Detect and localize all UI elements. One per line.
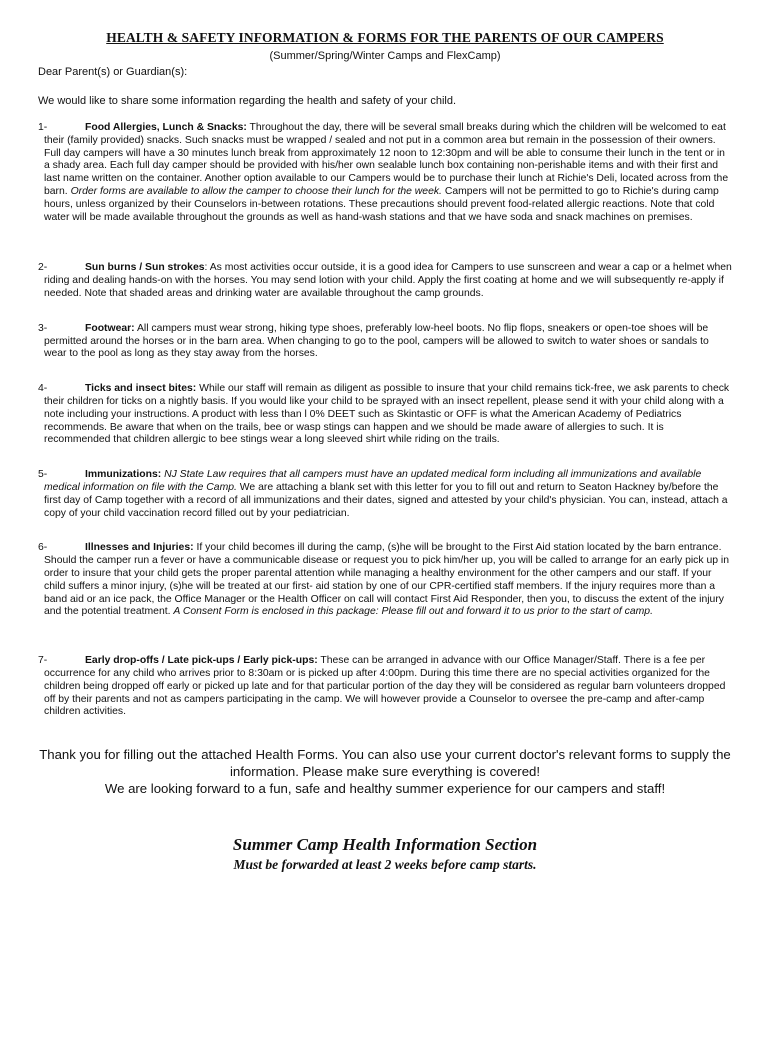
section-italic-text: NJ State Law requires that all campers must have an updated medical form including all immunizations and available medical information on file with the Camp. bbox=[44, 469, 702, 493]
section-text: : As most activities occur outside, it is a good idea for Campers to use sunscreen and wear a cap or a helmet when riding and dealing hands-on with the horses. You may send lotion with your child. Apply the first coating at home and we will subsequently re-apply if needed. Note that shaded areas and drinking water are available throughout the camp grounds. bbox=[44, 262, 732, 299]
section-footwear bbox=[38, 323, 732, 361]
section-heading: Early drop-offs / Late pick-ups / Early pick-ups: bbox=[85, 655, 318, 667]
section-early-dropoffs bbox=[38, 655, 732, 719]
section-number: 5- bbox=[38, 469, 48, 481]
footer-subtitle: Must be forwarded at least 2 weeks before camp starts. bbox=[233, 857, 537, 873]
section-heading: Footwear: bbox=[85, 322, 135, 334]
section-text: If your child becomes ill during the camp, (s)he will be brought to the First Aid station located by the barn entrance. Should the camper run a fever or have a communicable disease or request you to pick him/her up, you will be called to arrange for an early pick up in order to insure that your child gets the proper parental attention while managing a healthy environment for the other campers and our staff. If your child suffers a minor injury, (s)he will be treated at our first- aid station by one of our CPR-certified staff members. If the injury requires more than a band aid or an ice pack, the Office Manager or the Health Officer on call will contact First Aid Responder, then you, to discuss the extent of the injury and the potential treatment. bbox=[44, 542, 729, 618]
section-heading: Illnesses and Injuries: bbox=[85, 542, 194, 554]
section-italic-text: A Consent Form is enclosed in this package: Please fill out and forward it to us prior to the start of camp. bbox=[173, 606, 653, 618]
section-text: All campers must wear strong, hiking type shoes, preferably low-heel boots. No flip flops, sneakers or open-toe shoes will be permitted around the horses or in the barn area. When changing to go to the pool, campers will be allowed to switch to water shoes or sandals to wear to the pool as long as they stay away from the horses. bbox=[44, 322, 709, 360]
closing-line-2: We are looking forward to a fun, safe and healthy summer experience for our campers and staff! bbox=[104, 780, 666, 796]
closing-message bbox=[38, 747, 732, 797]
section-number: 7- bbox=[38, 655, 48, 667]
section-number: 2- bbox=[38, 262, 48, 274]
section-ticks bbox=[38, 383, 732, 447]
section-heading: Sun burns / Sun strokes bbox=[85, 262, 205, 274]
section-text: While our staff will remain as diligent as possible to insure that your child remains tick-free, we ask parents to check their children for ticks on a nightly basis. If you would like your child to be sprayed with an insect repellent, please send it with your child along with a note including your instructions. A product with less than l 0% DEET such as Skintastic or OFF is what the American Academy of Pediatrics recommends. Be aware that when on the trails, bee or wasp stings can happen and we should be made aware of allergies to such. It is recommended that children allergic to bee stings wear a long sleeved shirt while riding on the trails. bbox=[44, 383, 730, 446]
section-heading: Ticks and insect bites: bbox=[85, 383, 197, 395]
intro-paragraph: We would like to share some information regarding the health and safety of your child. bbox=[38, 95, 457, 107]
section-number: 6- bbox=[38, 542, 48, 554]
sections-list bbox=[38, 122, 732, 719]
section-text: Throughout the day, there will be several small breaks during which the children will be welcomed to eat their (family provided) snacks. Such snacks must be wrapped / sealed and not put in a common area but remain in the possession of their owners. Full day campers will have a 30 minutes lunch break from approximately 12 noon to 12:30pm and will be able to consume their lunch in the tent or in a shady area. Each full day camper should be provided with his/her own sealable lunch box containing non-perishable items and with their first and last name written on the container. Another option available to our Campers would be to purchase their lunch at Richie's Deli, located across from the barn. bbox=[44, 122, 729, 197]
section-immunizations bbox=[38, 469, 732, 520]
salutation: Dear Parent(s) or Guardian(s): bbox=[38, 66, 188, 78]
closing-line-1: Thank you for filling out the attached Health Forms. You can also use your current doctor's relevant forms to supply the information. Please make sure everything is covered! bbox=[39, 747, 731, 779]
document-page bbox=[0, 30, 770, 1054]
section-heading: Food Allergies, Lunch & Snacks: bbox=[85, 122, 247, 133]
section-food-allergies bbox=[38, 122, 732, 224]
section-number: 1- bbox=[38, 122, 48, 133]
document-title: HEALTH & SAFETY INFORMATION & FORMS FOR THE PARENTS OF OUR CAMPERS bbox=[106, 30, 664, 45]
section-number: 4- bbox=[38, 383, 48, 395]
section-italic-text: Order forms are available to allow the camper to choose their lunch for the week. bbox=[70, 185, 442, 197]
section-text: Campers will not be permitted to go to Richie's during camp hours, unless organized by their Counselors in-between rotations. These precautions should prevent food-related allergic reactions. Note that cold water will be made available throughout the grounds as well as hand-wash stations and that we have soda and snack machines on premises. bbox=[44, 185, 719, 223]
section-illnesses bbox=[38, 542, 732, 619]
footer-title: Summer Camp Health Information Section bbox=[232, 835, 538, 855]
section-number: 3- bbox=[38, 322, 48, 334]
section-heading: Immunizations: bbox=[85, 469, 162, 481]
document-subtitle: (Summer/Spring/Winter Camps and FlexCamp) bbox=[269, 50, 501, 62]
section-text: We are attaching a blank set with this letter for you to fill out and return to Seaton Hackney by/before the first day of Camp together with a record of all immunizations and their dates, signed and attested by your child's physician. You can, instead, attach a copy of your child vaccination record filled out by your pediatrician. bbox=[44, 481, 728, 519]
section-sun-burns bbox=[38, 262, 732, 300]
section-text: These can be arranged in advance with our Office Manager/Staff. There is a fee per occurrence for any child who arrives prior to 8:30am or is picked up after 4:00pm. During this time there are no special activities organized for the children being dropped off early or picked up late and for that particular portion of the day they will be considered as regular barn volunteers dropped off by their parents and not as campers participating in the camp. We will however provide a Counselor to oversee the pre-camp and after-camp children activities. bbox=[44, 655, 726, 718]
